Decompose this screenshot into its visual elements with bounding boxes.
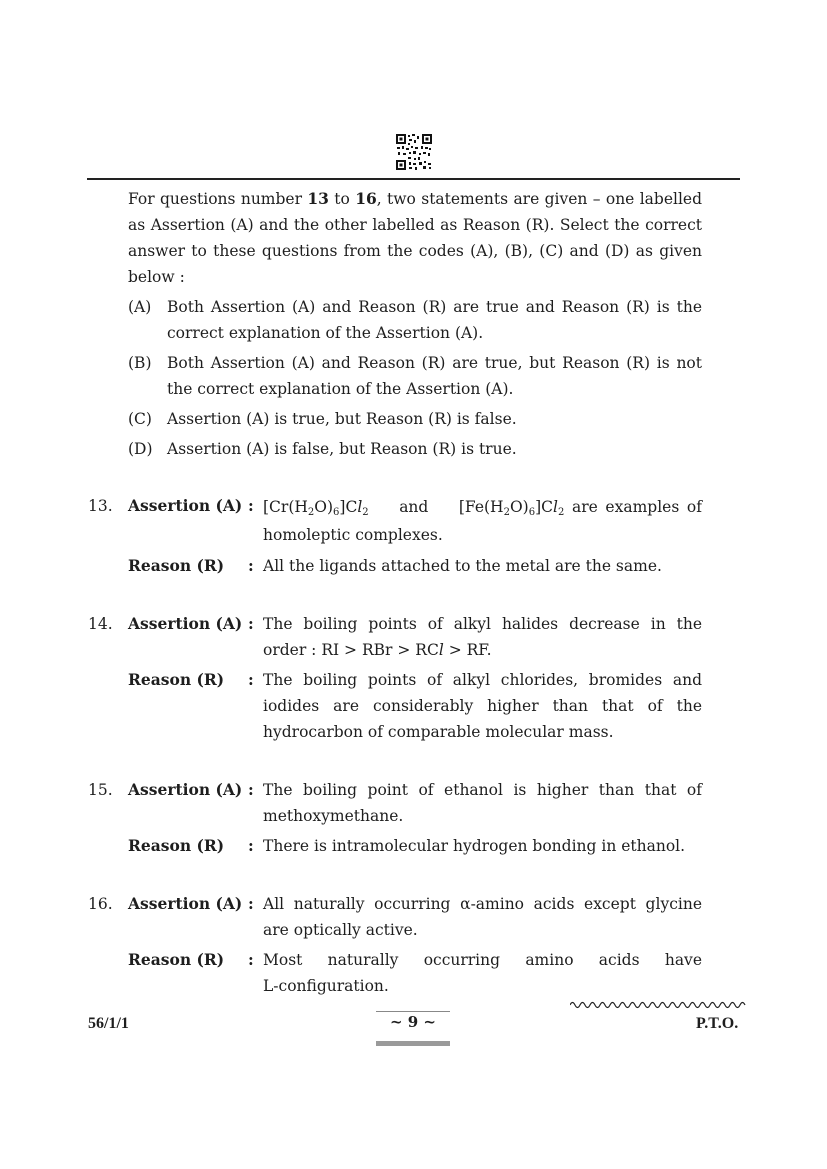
assertion-row: 15. Assertion (A) : The boiling point of ethanol is higher than that of methoxymethane. [88,777,702,829]
assertion-row: 16. Assertion (A) : All naturally occurring α-amino acids except glycine are optically active. [88,891,702,943]
instructions: For questions number 13 to 16, two statements are given – one labelled as Assertion (A) and the other labelled as Reason (R). Select the correct answer to these questions from the codes (A), (B), (C) and (D) as given below : [128,189,702,286]
assertion-text: All naturally occurring α-amino acids except glycine are optically active. [263,895,702,939]
reason-label: Reason (R) [128,950,225,969]
answer-codes [128,294,702,466]
assertion-label: Assertion (A) [128,496,243,515]
reason-text: There is intramolecular hydrogen bonding in ethanol. [263,837,686,855]
assertion-label: Assertion (A) [128,894,243,913]
option-a: (A) Both Assertion (A) and Reason (R) are true and Reason (R) is the correct explanation of the Assertion (A). [128,298,702,342]
option-b: (B) Both Assertion (A) and Reason (R) are true, but Reason (R) is not the correct explanation of the Assertion (A). [128,354,702,398]
qr-code [395,133,433,171]
assertion-row: 13. Assertion (A) : $[Cr(H_2O)_6]Cl_2$ and $[Fe(H_2O)_6]Cl_2$ are examples of homoleptic complexes. [88,493,702,549]
page-number-rule-top [376,1011,450,1012]
question-14 [88,611,702,745]
reason-text: Most naturally occurring amino acids have L-configuration. [263,951,702,995]
assertion-text: $[Cr(H_2O)_6]Cl_2$ and $[Fe(H_2O)_6]Cl_2$ are examples of homoleptic complexes. [263,498,702,544]
assertion-text: The boiling points of alkyl halides decrease in the order : RI > RBr > RCl > RF. [263,615,702,659]
end-wavy-line [570,1000,748,1010]
assertion-row: 14. Assertion (A) : The boiling points of alkyl halides decrease in the order : RI > RBr > RCl > RF. [88,611,702,663]
assertion-label: Assertion (A) [128,614,243,633]
question-number: 14. [88,615,113,633]
question-number: 16. [88,895,113,913]
option-d: (D) Assertion (A) is false, but Reason (R) is true. [128,440,517,458]
reason-label: Reason (R) [128,556,225,575]
assertion-label: Assertion (A) [128,780,243,799]
reason-text: The boiling points of alkyl chlorides, bromides and iodides are considerably higher than that of the hydrocarbon of comparable molecular mass. [263,671,702,741]
question-16 [88,891,702,999]
reason-label: Reason (R) [128,836,225,855]
please-turn-over: P.T.O. [696,1015,739,1032]
header-rule [87,178,740,180]
question-13 [88,493,702,579]
reason-text: All the ligands attached to the metal are the same. [263,557,662,575]
page-number-rule-bottom [376,1041,450,1046]
option-c: (C) Assertion (A) is true, but Reason (R) is false. [128,410,517,428]
reason-row: Reason (R) : All the ligands attached to the metal are the same. [88,553,702,579]
reason-row: Reason (R) : Most naturally occurring amino acids have L-configuration. [88,947,702,999]
question-15 [88,777,702,859]
question-number: 15. [88,781,113,799]
paper-code: 56/1/1 [88,1015,129,1032]
question-number: 13. [88,497,113,515]
reason-label: Reason (R) [128,670,225,689]
assertion-text: The boiling point of ethanol is higher than that of methoxymethane. [263,781,702,825]
reason-row: Reason (R) : There is intramolecular hydrogen bonding in ethanol. [88,833,702,859]
reason-row: Reason (R) : The boiling points of alkyl chlorides, bromides and iodides are considerably higher than that of the hydrocarbon of comparable molecular mass. [88,667,702,745]
page-number: ~ 9 ~ [376,1013,450,1031]
